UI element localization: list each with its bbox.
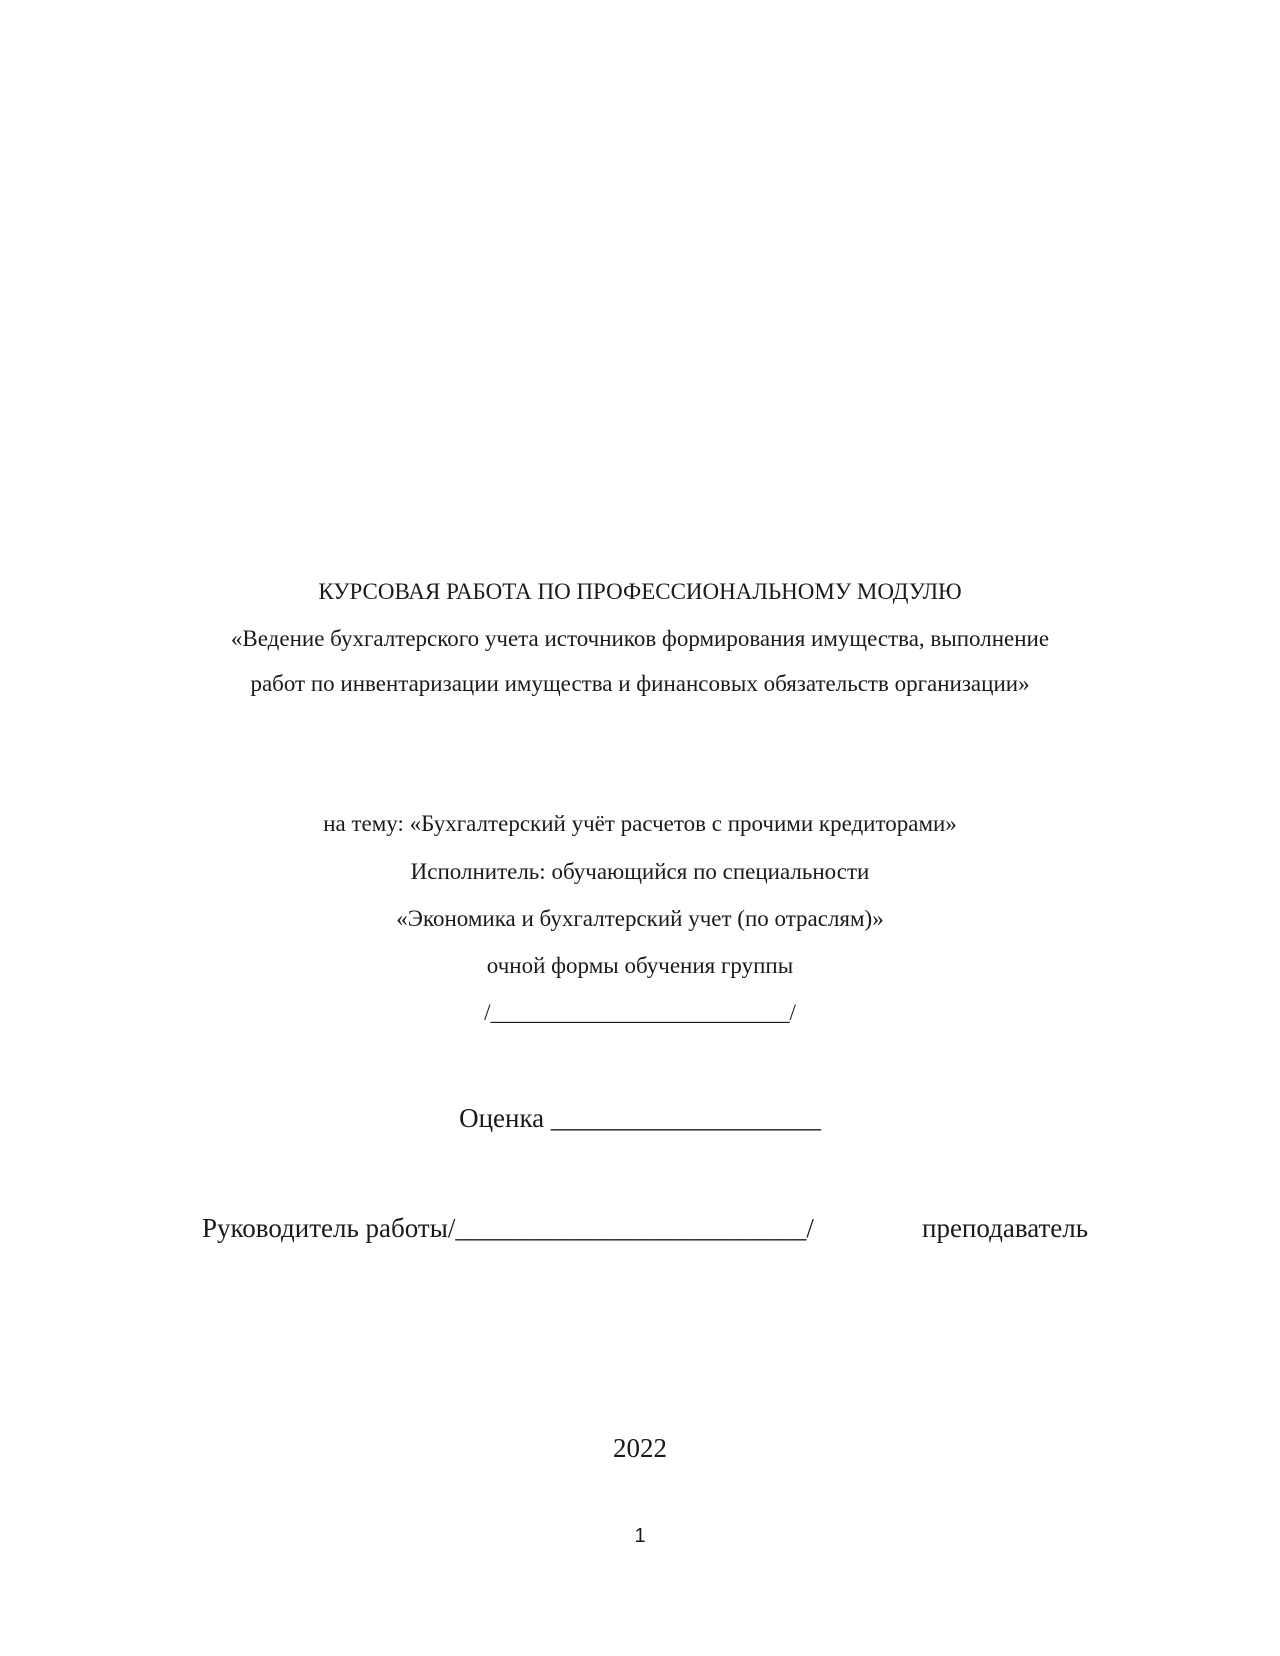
module-name-line-1: «Ведение бухгалтерского учета источников формирования имущества, выполнение bbox=[230, 626, 1050, 651]
year: 2022 bbox=[613, 1433, 667, 1463]
page-number: 1 bbox=[634, 1525, 646, 1547]
executor-signature-line: /__________________________/ bbox=[484, 1000, 796, 1025]
module-name-line-2: работ по инвентаризации имущества и финансовых обязательств организации» bbox=[250, 671, 1030, 696]
specialty-line: «Экономика и бухгалтерский учет (по отраслям)» bbox=[396, 906, 884, 931]
document-title: КУРСОВАЯ РАБОТА ПО ПРОФЕССИОНАЛЬНОМУ МОДУЛЮ bbox=[318, 579, 962, 604]
study-form-line: очной формы обучения группы bbox=[486, 953, 794, 978]
topic-line: на тему: «Бухгалтерский учёт расчетов с прочими кредиторами» bbox=[323, 811, 957, 836]
executor-line: Исполнитель: обучающийся по специальности bbox=[410, 859, 870, 884]
grade-line: Оценка ____________________ bbox=[459, 1103, 821, 1133]
supervisor-position: преподаватель bbox=[922, 1213, 1089, 1243]
supervisor-line: Руководитель работы/__________________________/ bbox=[202, 1213, 814, 1243]
